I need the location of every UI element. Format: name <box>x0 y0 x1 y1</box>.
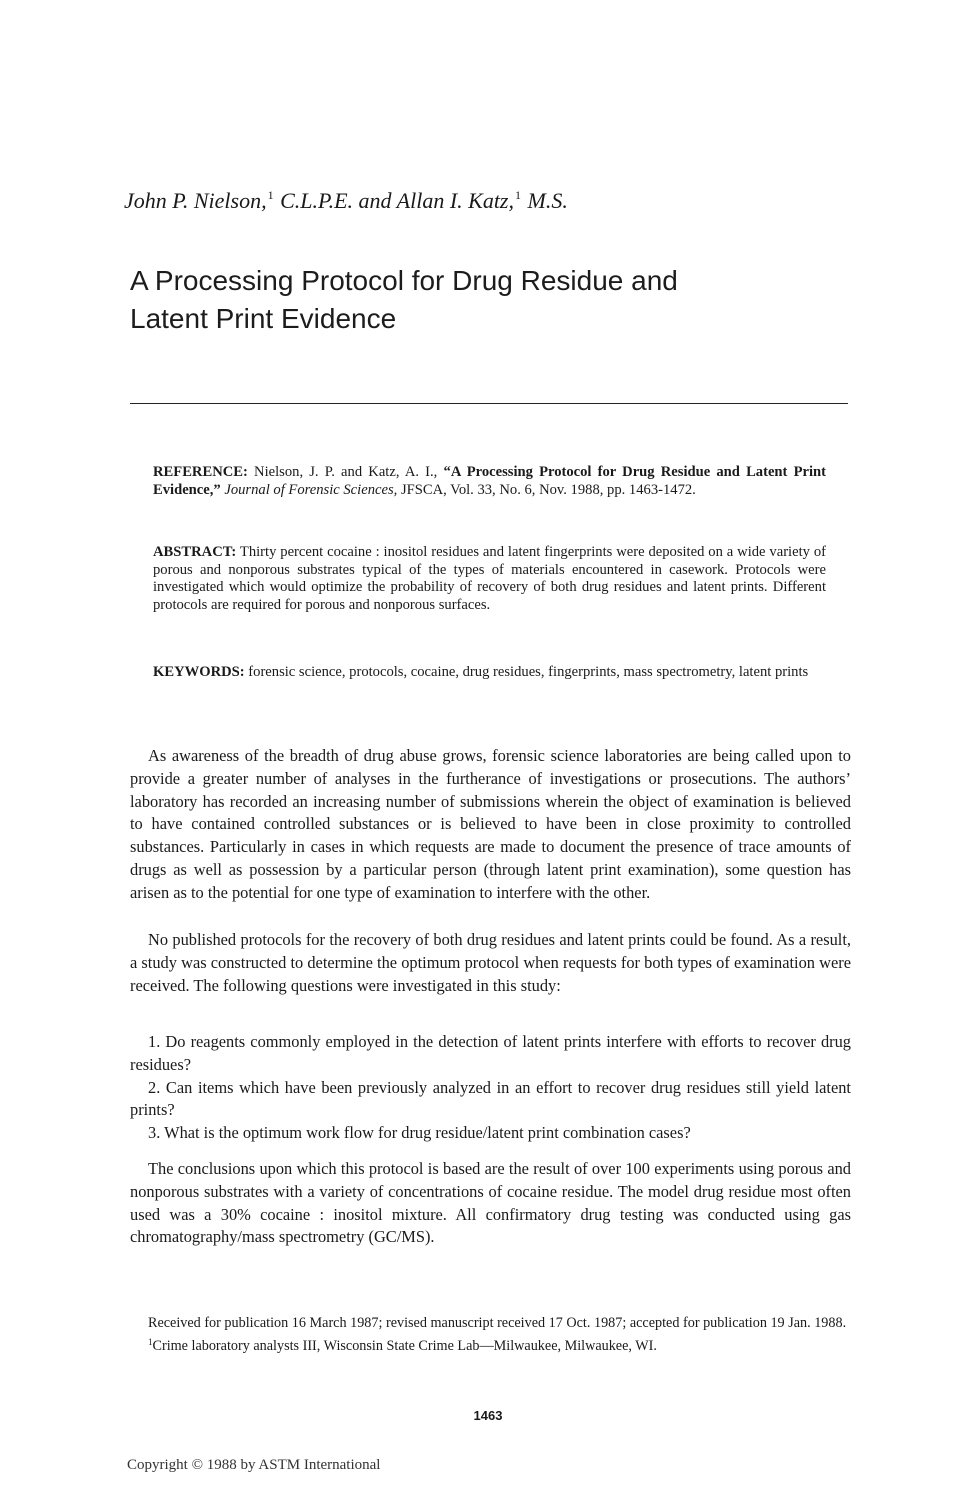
title-line-2: Latent Print Evidence <box>130 303 397 334</box>
body-paragraph-2-text: No published protocols for the recovery of both drug residues and latent prints could be found. As a result, a study was constructed to determine the optimum protocol when requests for both types of examination were received. The following questions were investigated in this study: <box>130 930 851 995</box>
keywords-text: forensic science, protocols, cocaine, drug residues, fingerprints, mass spectrometry, latent prints <box>248 664 809 680</box>
body-paragraph-2 <box>130 929 851 997</box>
keywords-block <box>153 664 826 682</box>
body-paragraph-3 <box>130 1158 851 1249</box>
study-question-1: 1. Do reagents commonly employed in the detection of latent prints interfere with efforts to recover drug residues? <box>130 1032 851 1074</box>
reference-article-title: “A Processing Protocol for Drug Residue and Latent Print Evidence,” <box>153 464 826 498</box>
author-2-name: Allan I. Katz, <box>396 188 514 213</box>
study-question-3: 3. What is the optimum work flow for drug residue/latent print combination cases? <box>148 1123 691 1143</box>
author-1-name: John P. Nielson, <box>124 188 267 213</box>
author-1-affiliation-mark: 1 <box>267 188 274 202</box>
footnote-affiliation-text: Crime laboratory analysts III, Wisconsin State Crime Lab—Milwaukee, Milwaukee, WI. <box>152 1337 657 1354</box>
body-paragraph-1-text: As awareness of the breadth of drug abuse grows, forensic science laboratories are being called upon to provide a greater number of analyses in the furtherance of investigations or prosecutions. The authors’ laboratory has recorded an increasing number of submissions wherein the object of examination is believed to have contained controlled substances or is believed to have been in close proximity to controlled substances. Particularly in cases in which requests are made to document the presence of trace amounts of drugs as well as possession by a particular person (through latent print examination), some question has arisen as to the potential for one type of examination to interfere with the other. <box>130 746 851 902</box>
reference-label: REFERENCE: <box>153 464 248 480</box>
author-2-degree: M.S. <box>527 188 568 213</box>
author-conjunction: and <box>358 188 392 213</box>
body-paragraph-3-text: The conclusions upon which this protocol is based are the result of over 100 experiments using porous and nonporous substrates with a variety of concentrations of cocaine residue. The model drug residue most often used was a 30% cocaine : inositol mixture. All confirmatory drug testing was conducted using gas chromatography/mass spectrometry (GC/MS). <box>130 1159 851 1247</box>
copyright-notice: Copyright © 1988 by ASTM International <box>127 1457 381 1473</box>
title-divider <box>130 403 848 404</box>
reference-journal: Journal of Forensic Sciences, <box>224 481 398 498</box>
abstract-block <box>153 544 826 614</box>
paper-title <box>130 262 870 338</box>
abstract-text: Thirty percent cocaine : inositol residues and latent fingerprints were deposited on a wide variety of porous and nonporous substrates typical of the types of materials encountered in casework. Protocols were investigated which would optimize the probability of recovery of both drug residues and latent prints. Different protocols are required for porous and nonporous surfaces. <box>153 544 826 613</box>
page-number: 1463 <box>473 1408 503 1423</box>
author-line <box>124 182 884 214</box>
reference-block <box>153 464 826 499</box>
abstract-label: ABSTRACT: <box>153 544 237 560</box>
footnote-received: Received for publication 16 March 1987; revised manuscript received 17 Oct. 1987; accepted for publication 19 Jan. 1988. <box>148 1315 847 1331</box>
footnotes <box>130 1314 851 1355</box>
study-questions-list <box>130 1031 851 1145</box>
keywords-label: KEYWORDS: <box>153 664 245 680</box>
study-question-2: 2. Can items which have been previously analyzed in an effort to recover drug residues still yield latent prints? <box>130 1077 851 1120</box>
reference-details: JFSCA, Vol. 33, No. 6, Nov. 1988, pp. 1463-1472. <box>400 481 696 498</box>
title-line-1: A Processing Protocol for Drug Residue and <box>130 265 678 296</box>
author-2-affiliation-mark: 1 <box>515 188 521 202</box>
reference-authors: Nielson, J. P. and Katz, A. I., <box>254 464 438 480</box>
body-paragraph-1 <box>130 745 851 905</box>
footnote-affiliation <box>130 1333 851 1356</box>
author-1-degree: C.L.P.E. <box>280 188 354 213</box>
footnote-affiliation-mark: 1 <box>148 1336 153 1347</box>
